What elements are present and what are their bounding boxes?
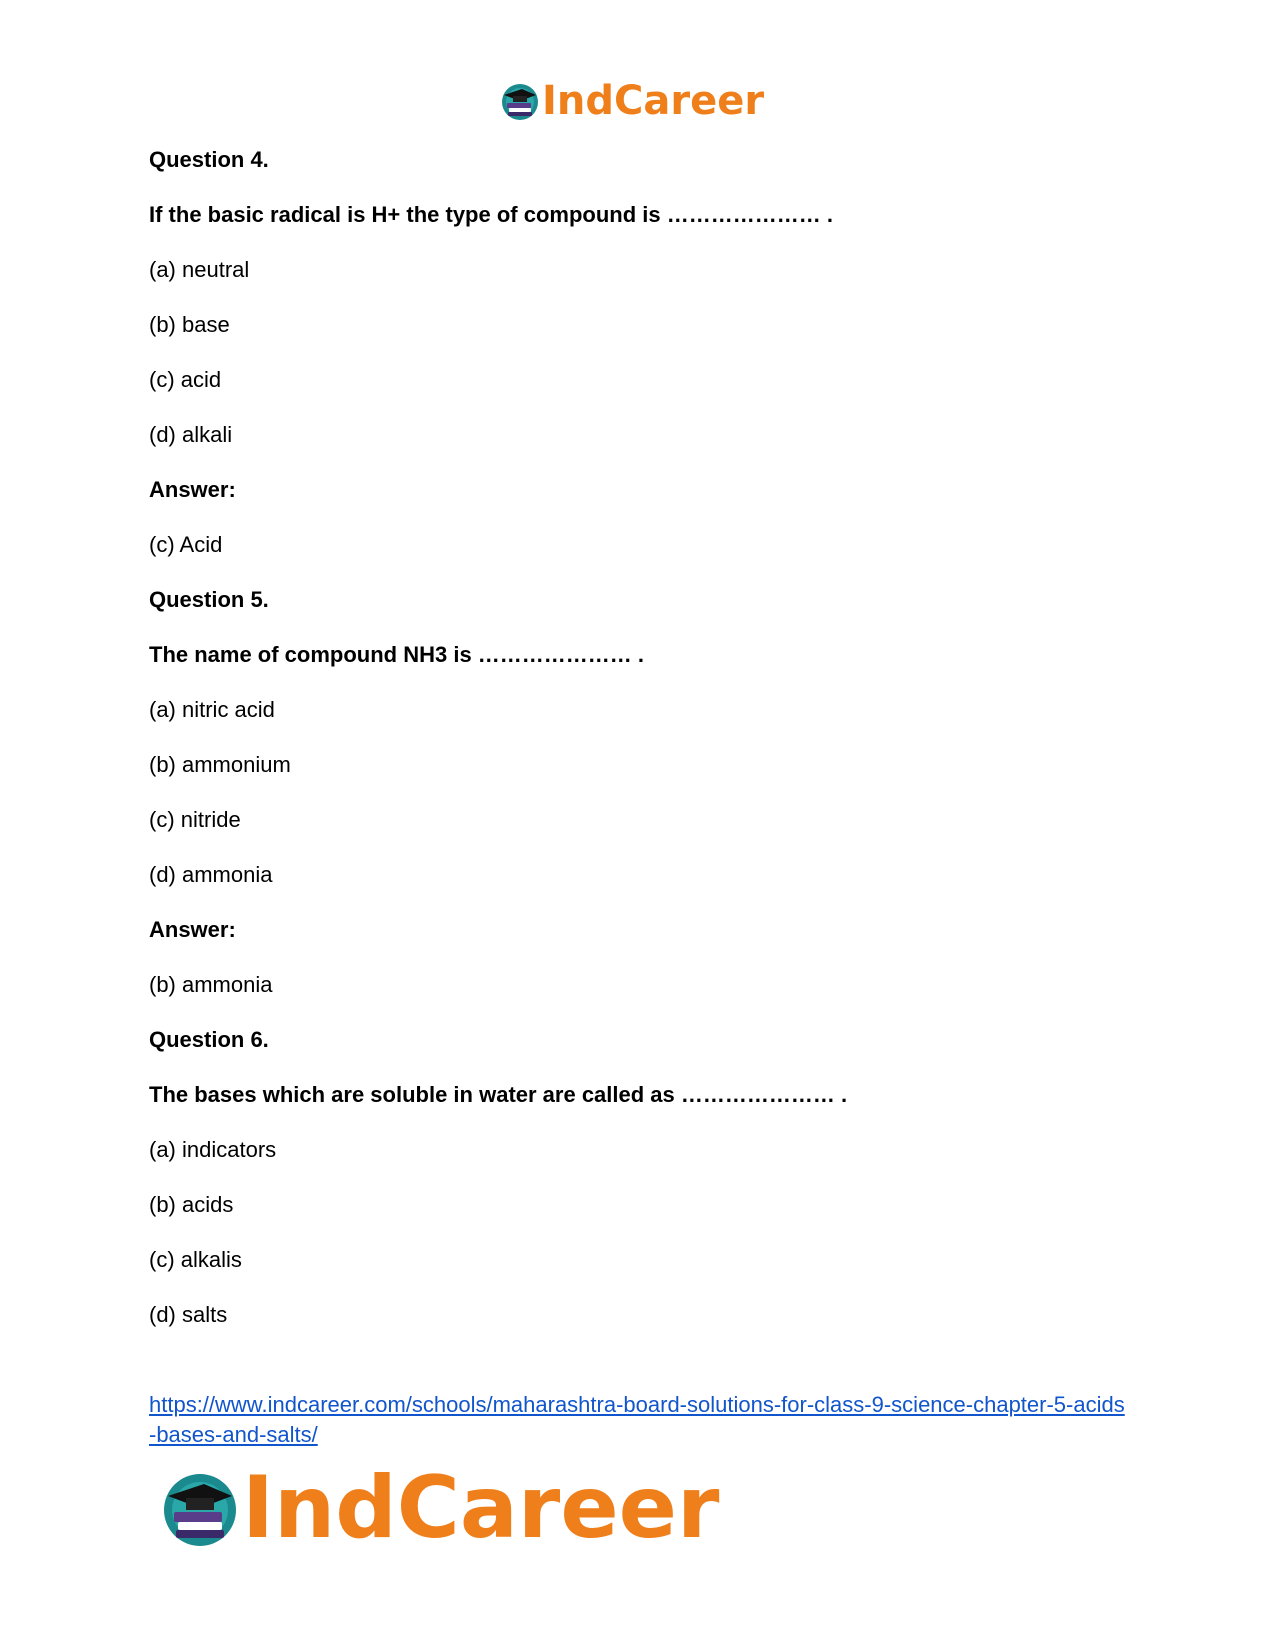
option: (b) base (149, 312, 230, 337)
answer-label: Answer: (149, 477, 236, 502)
graduation-cap-books-icon (160, 1468, 240, 1548)
question-text: The bases which are soluble in water are called as ………………… . (149, 1082, 848, 1107)
option: (d) ammonia (149, 862, 273, 887)
answer-value: (b) ammonia (149, 972, 273, 997)
option: (b) acids (149, 1192, 234, 1217)
logo-wordmark: IndCareer (242, 1458, 720, 1558)
option: (d) alkali (149, 422, 233, 447)
source-url-link[interactable]: https://www.indcareer.com/schools/maharashtra-board-solutions-for-class-9-science-chapter-5-acids-bases-and-salts/ (149, 1392, 1125, 1447)
question-number: Question 4. (149, 147, 269, 172)
question-number: Question 5. (149, 587, 269, 612)
option: (c) acid (149, 367, 222, 392)
header-logo (500, 78, 764, 124)
answer-label: Answer: (149, 917, 236, 942)
option: (d) salts (149, 1302, 228, 1327)
option: (c) nitride (149, 807, 241, 832)
logo-wordmark: IndCareer (542, 78, 765, 124)
graduation-cap-books-icon (500, 81, 540, 121)
option: (a) neutral (149, 257, 250, 282)
question-text: The name of compound NH3 is ………………… . (149, 642, 645, 667)
footer-logo (160, 1458, 719, 1558)
question-number: Question 6. (149, 1027, 269, 1052)
question-text: If the basic radical is H+ the type of compound is ………………… . (149, 202, 833, 227)
option: (a) nitric acid (149, 697, 275, 722)
option: (a) indicators (149, 1137, 277, 1162)
option: (c) alkalis (149, 1247, 242, 1272)
document-body (149, 147, 1149, 1357)
answer-value: (c) Acid (149, 532, 223, 557)
option: (b) ammonium (149, 752, 291, 777)
